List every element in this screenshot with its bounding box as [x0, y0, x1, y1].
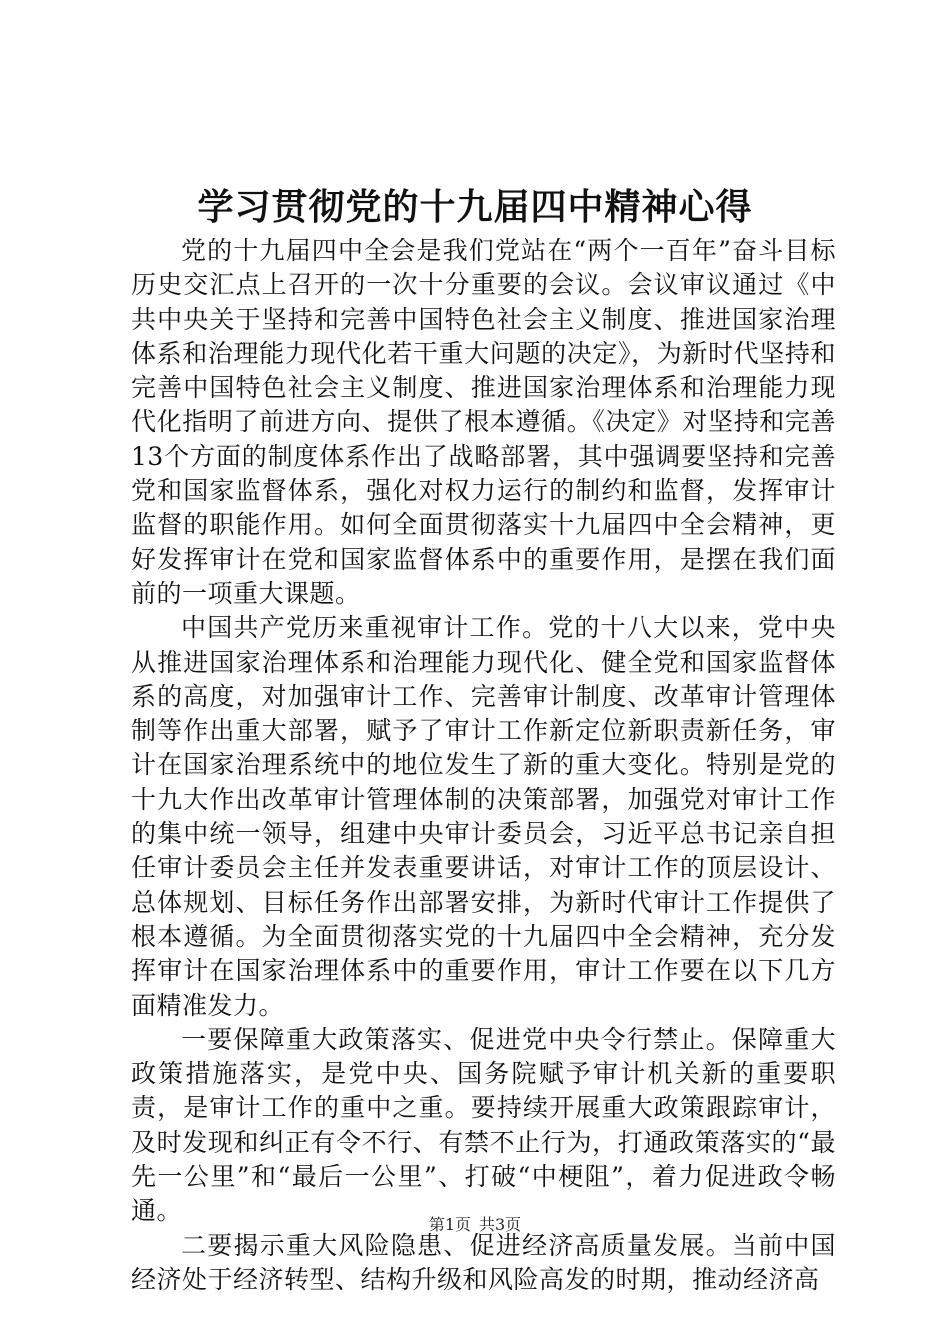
page-footer	[0, 1214, 950, 1236]
document-body	[131, 234, 836, 1297]
paragraph-4: 二要揭示重大风险隐患、促进经济高质量发展。当前中国经济处于经济转型、结构升级和风险高发的时期，推动经济高	[131, 1230, 836, 1294]
paragraph-2: 中国共产党历来重视审计工作。党的十八大以来，党中央从推进国家治理体系和治理能力现代化、健全党和国家监督体系的高度，对加强审计工作、完善审计制度、改革审计管理体制等作出重大部署，赋予了审计工作新定位新职责新任务，审计在国家治理系统中的地位发生了新的重大变化。特别是党的十九大作出改革审计管理体制的决策部署，加强党对审计工作的集中统一领导，组建中央审计委员会，习近平总书记亲自担任审计委员会主任并发表重要讲话，对审计工作的顶层设计、总体规划、目标任务作出部署安排，为新时代审计工作提供了根本遵循。为全面贯彻落实党的十九届四中全会精神，充分发挥审计在国家治理体系中的重要作用，审计工作要在以下几方面精准发力。	[131, 613, 836, 1020]
paragraph-3: 一要保障重大政策落实、促进党中央令行禁止。保障重大政策措施落实，是党中央、国务院赋予审计机关新的重要职责，是审计工作的重中之重。要持续开展重大政策跟踪审计，及时发现和纠正有令不行、有禁不止行为，打通政策落实的“最先一公里”和“最后一公里”、打破“中梗阻”，着力促进政令畅通。	[131, 1024, 836, 1226]
page-number-total: 共3页	[479, 1215, 522, 1234]
paragraph-1: 党的十九届四中全会是我们党站在“两个一百年”奋斗目标历史交汇点上召开的一次十分重要的会议。会议审议通过《中共中央关于坚持和完善中国特色社会主义制度、推进国家治理体系和治理能力现代化若干重大问题的决定》，为新时代坚持和完善中国特色社会主义制度、推进国家治理体系和治理能力现代化指明了前进方向、提供了根本遵循。《决定》对坚持和完善13个方面的制度体系作出了战略部署，其中强调要坚持和完善党和国家监督体系，强化对权力运行的制约和监督，发挥审计监督的职能作用。如何全面贯彻落实十九届四中全会精神，更好发挥审计在党和国家监督体系中的重要作用，是摆在我们面前的一项重大课题。	[131, 236, 836, 608]
document-title: 学习贯彻党的十九届四中精神心得	[197, 187, 753, 228]
page-number-current: 第1页	[428, 1215, 471, 1234]
